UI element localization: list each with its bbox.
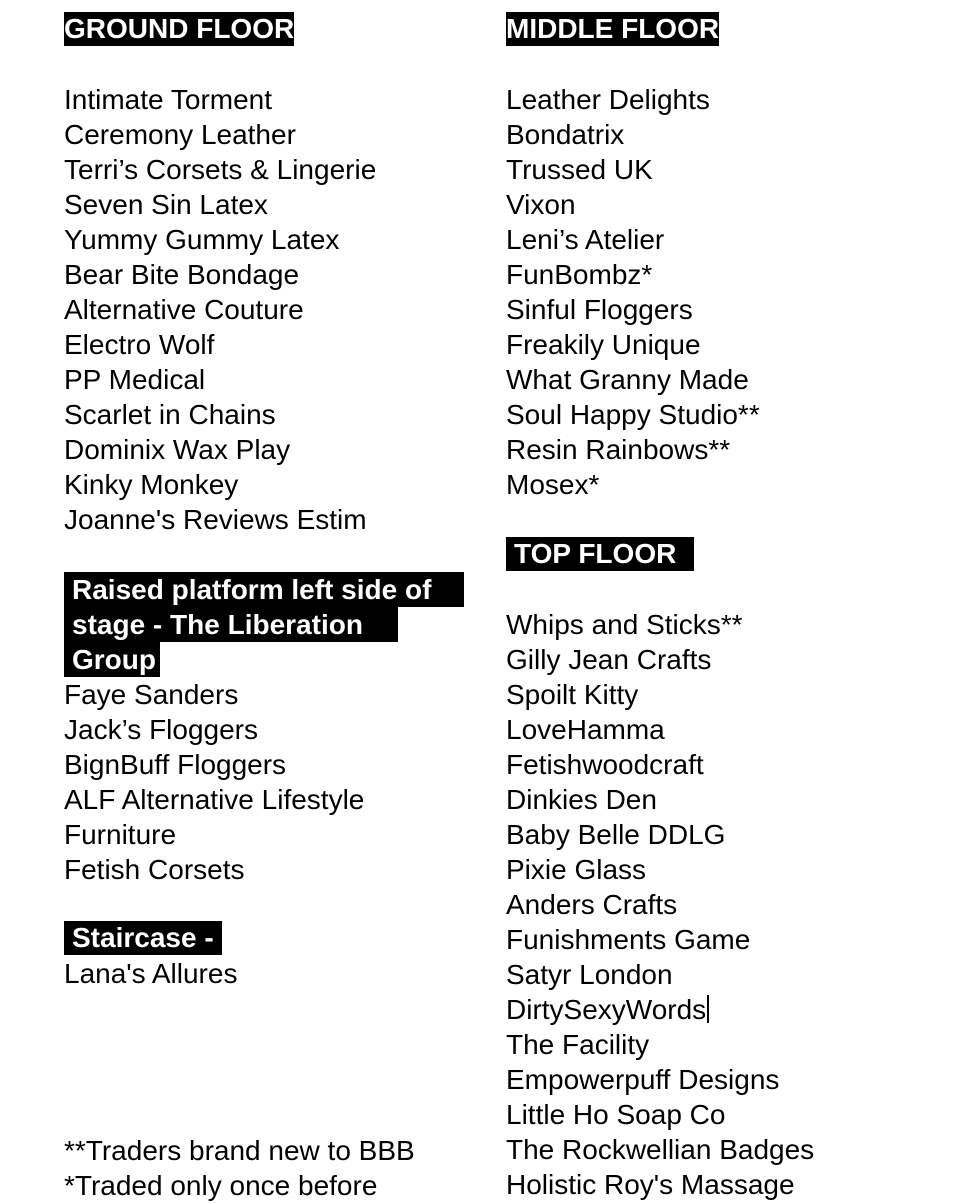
list-item: Spoilt Kitty <box>506 679 639 710</box>
raised-platform-heading-line: stage - The Liberation <box>64 607 398 642</box>
list-item: Dinkies Den <box>506 784 657 815</box>
list-item: Sinful Floggers <box>506 294 693 325</box>
list-item: Gilly Jean Crafts <box>506 644 712 675</box>
top-floor-heading <box>506 537 694 571</box>
list-item: Scarlet in Chains <box>64 399 276 430</box>
list-item: Bear Bite Bondage <box>64 259 300 290</box>
ground-floor-list <box>64 82 376 537</box>
raised-platform-heading-line: Group <box>64 642 160 677</box>
staircase-heading <box>64 921 222 955</box>
text-cursor <box>707 995 709 1023</box>
list-item: Kinky Monkey <box>64 469 239 500</box>
list-item: Joanne's Reviews Estim <box>64 504 367 535</box>
raised-platform-heading-line: Raised platform left side of <box>64 572 464 607</box>
raised-platform-list <box>64 677 364 887</box>
list-item: Intimate Torment <box>64 84 273 115</box>
list-item: Satyr London <box>506 959 673 990</box>
list-item: Vixon <box>506 189 576 220</box>
ground-floor-heading-text: GROUND FLOOR <box>64 13 295 44</box>
middle-floor-list <box>506 82 760 502</box>
list-item: Furniture <box>64 819 177 850</box>
list-item: Trussed UK <box>506 154 653 185</box>
top-floor-list <box>506 607 814 1202</box>
middle-floor-heading <box>506 12 719 46</box>
list-item: BignBuff Floggers <box>64 749 287 780</box>
raised-platform-heading <box>64 572 464 677</box>
list-item: Dominix Wax Play <box>64 434 291 465</box>
list-item: Whips and Sticks** <box>506 609 743 640</box>
list-item: Mosex* <box>506 469 600 500</box>
list-item: Terri’s Corsets & Lingerie <box>64 154 377 185</box>
list-item: ALF Alternative Lifestyle <box>64 784 365 815</box>
list-item: Empowerpuff Designs <box>506 1064 780 1095</box>
list-item: Fetish Corsets <box>64 854 245 885</box>
top-floor-heading-text: TOP FLOOR <box>514 538 677 569</box>
list-item: Alternative Couture <box>64 294 304 325</box>
staircase-heading-text: Staircase - <box>72 922 214 953</box>
list-item: Anders Crafts <box>506 889 678 920</box>
list-item: LoveHamma <box>506 714 665 745</box>
list-item: Fetishwoodcraft <box>506 749 704 780</box>
footnote-new-traders: **Traders brand new to BBB <box>64 1135 415 1166</box>
footnotes <box>64 1133 415 1203</box>
list-item: Faye Sanders <box>64 679 239 710</box>
footnote-traded-once: *Traded only once before <box>64 1170 378 1201</box>
list-item: Jack’s Floggers <box>64 714 259 745</box>
middle-floor-heading-text: MIDDLE FLOOR <box>506 13 720 44</box>
list-item: Lana's Allures <box>64 958 238 989</box>
list-item: Baby Belle DDLG <box>506 819 726 850</box>
list-item: Holistic Roy's Massage <box>506 1169 795 1200</box>
staircase-list <box>64 956 237 991</box>
list-item: Seven Sin Latex <box>64 189 268 220</box>
list-item <box>506 992 814 1027</box>
list-item: Leather Delights <box>506 84 710 115</box>
list-item: Resin Rainbows** <box>506 434 731 465</box>
ground-floor-heading <box>64 12 294 46</box>
list-item-text: DirtySexyWords <box>506 994 707 1025</box>
list-item: Soul Happy Studio** <box>506 399 760 430</box>
list-item: FunBombz* <box>506 259 653 290</box>
list-item: The Rockwellian Badges <box>506 1134 815 1165</box>
list-item: Freakily Unique <box>506 329 701 360</box>
list-item: Little Ho Soap Co <box>506 1099 726 1130</box>
list-item: The Facility <box>506 1029 650 1060</box>
list-item: What Granny Made <box>506 364 749 395</box>
list-item: Pixie Glass <box>506 854 647 885</box>
list-item: Ceremony Leather <box>64 119 296 150</box>
list-item: PP Medical <box>64 364 206 395</box>
list-item: Funishments Game <box>506 924 751 955</box>
list-item: Yummy Gummy Latex <box>64 224 340 255</box>
list-item: Electro Wolf <box>64 329 215 360</box>
list-item: Leni’s Atelier <box>506 224 665 255</box>
list-item: Bondatrix <box>506 119 625 150</box>
